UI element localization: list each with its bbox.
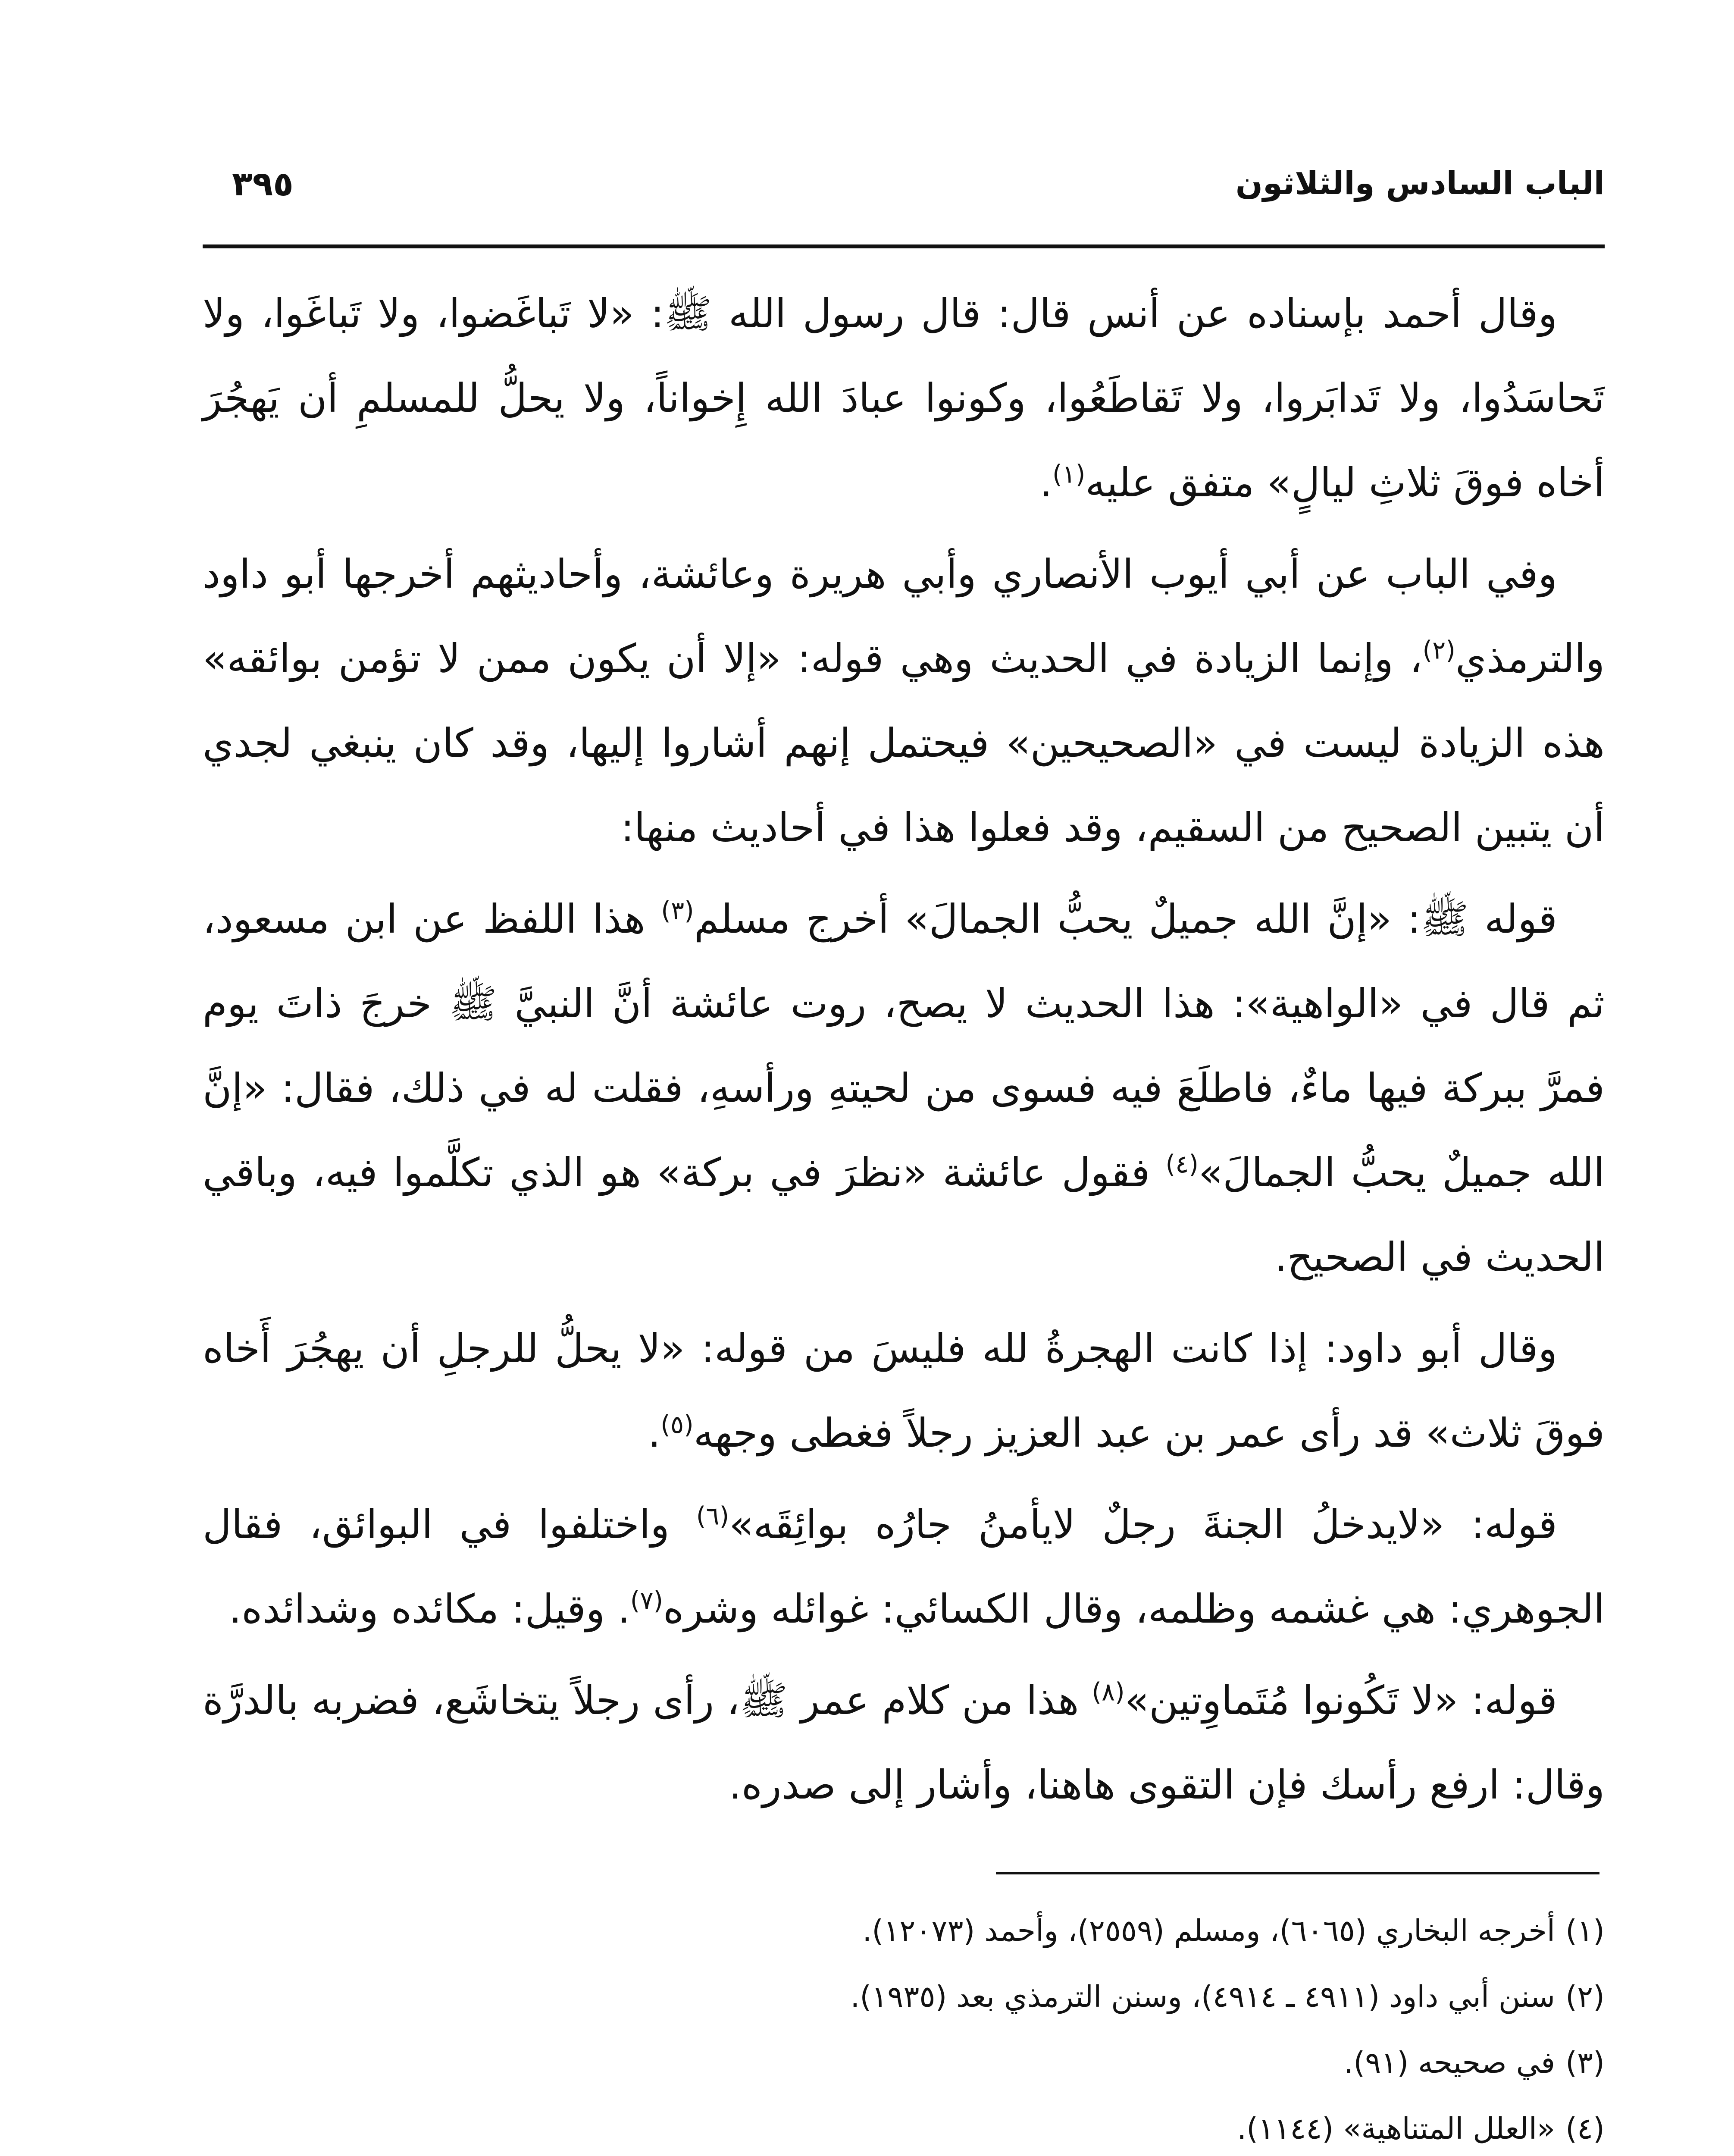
text-run: .	[1039, 460, 1052, 506]
footnote-ref: (٤)	[1165, 1149, 1199, 1179]
text-run: وفي الباب عن أبي أيوب الأنصاري وأبي هريرة وعائشة، وأحاديثهم أخرجها أبو داود والترمذي	[203, 551, 1605, 682]
paragraph	[203, 1307, 1605, 1476]
footnote-number: (١)	[1565, 1914, 1605, 1948]
footnote-ref: (٨)	[1092, 1677, 1125, 1707]
text-run: .	[648, 1410, 661, 1456]
paragraph	[203, 1658, 1605, 1827]
text-run: قوله: «لا تَكُونوا مُتَماوِتين»	[1124, 1677, 1557, 1724]
text-run: قوله ﷺ: «إنَّ الله جميلٌ يحبُّ الجمالَ» أخرج مسلم	[694, 896, 1558, 942]
paragraph	[203, 877, 1605, 1300]
footnote-item	[203, 2030, 1605, 2096]
main-text	[203, 272, 1605, 1834]
footnote-divider	[996, 1872, 1599, 1874]
footnote-ref: (٣)	[661, 896, 694, 925]
footnote-item	[203, 1898, 1605, 1964]
footnote-ref: (٥)	[660, 1410, 694, 1439]
footnote-item	[203, 2096, 1605, 2156]
text-run: وقال أحمد بإسناده عن أنس قال: قال رسول الله ﷺ: «لا تَباغَضوا، ولا تَباغَوا، ولا تَحاسَدُوا، ولا تَدابَروا، ولا تَقاطَعُوا، وكونوا عبادَ الله إِخواناً، ولا يحلُّ للمسلمِ أن يَهجُرَ أخاه فوقَ ثلاثِ ليالٍ» متفق عليه	[203, 291, 1605, 506]
footnote-ref: (٧)	[630, 1586, 664, 1615]
footnote-number: (٤)	[1565, 2112, 1605, 2146]
page-number: ٣٩٥	[232, 165, 294, 204]
text-run: وقال أبو داود: إذا كانت الهجرةُ لله فليسَ من قوله: «لا يحلُّ للرجلِ أن يهجُرَ أَخاه فوقَ ثلاث» قد رأى عمر بن عبد العزيز رجلاً فغطى وجهه	[203, 1326, 1605, 1456]
footnote-ref: (١)	[1052, 459, 1086, 489]
footnote-text: «العلل المتناهية» (١١٤٤).	[1237, 2112, 1556, 2146]
text-run: قوله: «لايدخلُ الجنةَ رجلٌ لايأمنُ جارُه بوائِقَه»	[729, 1501, 1557, 1548]
paragraph	[203, 532, 1605, 870]
text-run: فقول عائشة «نظرَ في بركة» هو الذي تكلَّموا فيه، وباقي الحديث في الصحيح.	[203, 1150, 1605, 1280]
paragraph	[203, 272, 1605, 525]
footnotes	[203, 1898, 1605, 2156]
footnote-number: (٢)	[1565, 1980, 1605, 2014]
text-run: واختلفوا في البوائق، فقال الجوهري: هي غشمه وظلمه، وقال الكسائي: غوائله وشره	[203, 1501, 1605, 1632]
footnote-number: (٣)	[1565, 2046, 1605, 2080]
footnote-text: أخرجه البخاري (٦٠٦٥)، ومسلم (٢٥٥٩)، وأحمد (١٢٠٧٣).	[862, 1914, 1556, 1948]
text-run: هذا من كلام عمر ﷺ، رأى رجلاً يتخاشَع، فضربه بالدرَّة وقال: ارفع رأسك فإن التقوى هاهنا، وأشار إلى صدره.	[203, 1677, 1605, 1808]
text-run: ، وإنما الزيادة في الحديث وهي قوله: «إلا أن يكون ممن لا تؤمن بوائقه» هذه الزيادة ليست في «الصحيحين» فيحتمل إنهم أشاروا إليها، وقد كان ينبغي لجدي أن يتبين الصحيح من السقيم، وقد فعلوا هذا في أحاديث منها:	[203, 636, 1605, 851]
footnote-ref: (٢)	[1422, 635, 1455, 665]
footnote-text: في صحيحه (٩١).	[1344, 2046, 1556, 2080]
header-divider	[203, 244, 1605, 248]
paragraph	[203, 1482, 1605, 1651]
footnote-text: سنن أبي داود (٤٩١١ ـ ٤٩١٤)، وسنن الترمذي بعد (١٩٣٥).	[850, 1980, 1556, 2014]
running-header	[203, 152, 1605, 208]
footnote-item	[203, 1964, 1605, 2030]
text-run: . وقيل: مكائده وشدائده.	[228, 1586, 630, 1632]
footnote-ref: (٦)	[696, 1501, 729, 1531]
text-run: هذا اللفظ عن ابن مسعود، ثم قال في «الواهية»: هذا الحديث لا يصح، روت عائشة أنَّ النبيَّ ﷺ خرجَ ذاتَ يوم فمرَّ ببركة فيها ماءٌ، فاطلَعَ فيه فسوى من لحيتهِ ورأسهِ، فقلت له في ذلك، فقال: «إنَّ الله جميلٌ يحبُّ الجمالَ»	[203, 896, 1605, 1196]
chapter-title: الباب السادس والثلاثون	[1235, 165, 1605, 202]
